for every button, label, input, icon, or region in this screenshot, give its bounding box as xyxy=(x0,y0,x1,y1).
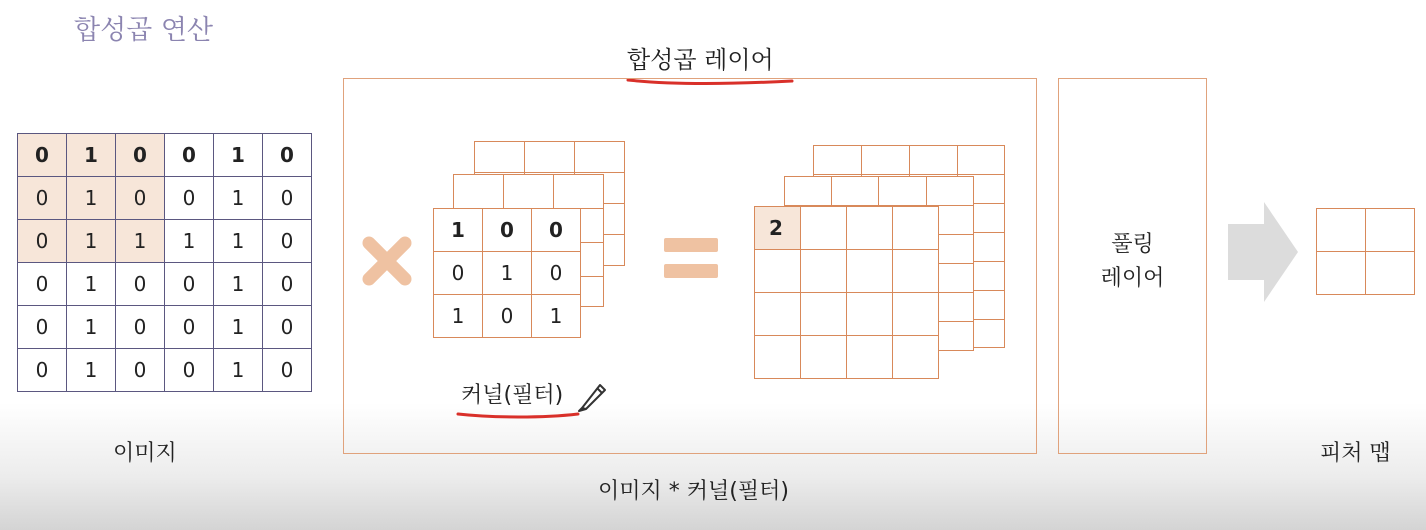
kernel-cell: 0 xyxy=(483,295,532,338)
kernel-cell: 0 xyxy=(483,209,532,252)
image-cell: 1 xyxy=(214,349,263,392)
image-cell: 1 xyxy=(67,263,116,306)
page-title: 합성곱 연산 xyxy=(74,15,213,46)
result-cell xyxy=(801,336,847,379)
conv-layer-title: 합성곱 레이어 xyxy=(627,46,774,74)
arrow-right-icon xyxy=(1226,200,1300,304)
result-cell xyxy=(893,293,939,336)
result-cell xyxy=(847,207,893,250)
result-cell xyxy=(847,293,893,336)
image-cell: 0 xyxy=(116,263,165,306)
image-cell: 0 xyxy=(18,306,67,349)
image-cell: 1 xyxy=(67,177,116,220)
image-cell: 0 xyxy=(263,134,312,177)
kernel-cell: 0 xyxy=(532,209,581,252)
feature-map-cell xyxy=(1317,209,1366,252)
image-cell: 0 xyxy=(18,220,67,263)
image-cell: 1 xyxy=(165,220,214,263)
image-cell: 1 xyxy=(67,220,116,263)
feature-map-cell xyxy=(1366,252,1415,295)
image-cell: 0 xyxy=(18,349,67,392)
image-cell: 0 xyxy=(263,177,312,220)
pooling-label xyxy=(1058,228,1207,296)
multiply-icon xyxy=(362,236,412,286)
image-cell: 1 xyxy=(214,134,263,177)
image-cell: 0 xyxy=(165,263,214,306)
image-cell: 1 xyxy=(214,306,263,349)
image-cell: 0 xyxy=(18,263,67,306)
result-cell xyxy=(755,336,801,379)
image-cell: 1 xyxy=(214,263,263,306)
feature-map-label: 피처 맵 xyxy=(1320,441,1391,466)
image-cell: 0 xyxy=(165,177,214,220)
image-cell: 0 xyxy=(263,263,312,306)
kernel-cell: 1 xyxy=(483,252,532,295)
conv-caption: 이미지 * 커널(필터) xyxy=(598,479,789,504)
image-cell: 0 xyxy=(116,306,165,349)
feature-map-grid xyxy=(1316,208,1415,295)
result-cell xyxy=(893,207,939,250)
result-cell xyxy=(847,250,893,293)
image-cell: 0 xyxy=(165,134,214,177)
kernel-underline xyxy=(454,406,584,422)
kernel-cell: 1 xyxy=(434,209,483,252)
feature-map-cell xyxy=(1317,252,1366,295)
result-cell xyxy=(801,207,847,250)
image-cell: 1 xyxy=(214,177,263,220)
image-cell: 1 xyxy=(67,349,116,392)
result-cell-first: 2 xyxy=(755,207,801,250)
image-grid xyxy=(17,133,312,392)
kernel-cell: 0 xyxy=(434,252,483,295)
image-cell: 0 xyxy=(116,134,165,177)
kernel-cell: 1 xyxy=(532,295,581,338)
image-cell: 1 xyxy=(116,220,165,263)
pooling-label-line1: 풀링 xyxy=(1111,232,1154,257)
kernel-grid xyxy=(433,208,581,338)
result-cell xyxy=(847,336,893,379)
image-cell: 1 xyxy=(67,134,116,177)
result-cell xyxy=(893,336,939,379)
kernel-cell: 0 xyxy=(532,252,581,295)
feature-map-cell xyxy=(1366,209,1415,252)
result-cell xyxy=(893,250,939,293)
image-cell: 0 xyxy=(263,220,312,263)
image-cell: 0 xyxy=(165,349,214,392)
image-cell: 0 xyxy=(165,306,214,349)
image-cell: 1 xyxy=(214,220,263,263)
kernel-label: 커널(필터) xyxy=(461,383,564,408)
pencil-icon xyxy=(574,378,610,414)
image-cell: 0 xyxy=(18,177,67,220)
image-cell: 0 xyxy=(18,134,67,177)
result-cell xyxy=(755,293,801,336)
image-label: 이미지 xyxy=(113,441,177,466)
image-cell: 1 xyxy=(67,306,116,349)
result-grid xyxy=(754,206,939,379)
result-cell xyxy=(801,250,847,293)
equals-icon xyxy=(662,236,720,282)
image-cell: 0 xyxy=(116,349,165,392)
image-cell: 0 xyxy=(116,177,165,220)
image-cell: 0 xyxy=(263,306,312,349)
result-cell xyxy=(755,250,801,293)
result-cell xyxy=(801,293,847,336)
kernel-cell: 1 xyxy=(434,295,483,338)
pooling-label-line2: 레이어 xyxy=(1100,266,1165,291)
image-cell: 0 xyxy=(263,349,312,392)
